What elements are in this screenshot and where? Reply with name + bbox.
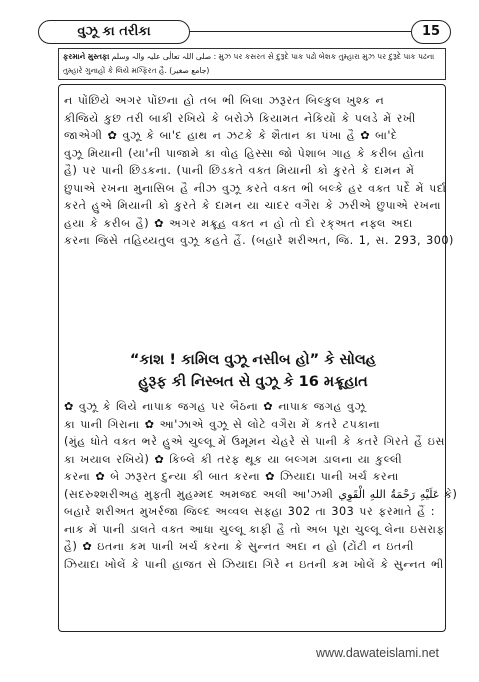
text-line: કા ખયાલ રખિયે) ✿ કિબ્લે કી તરફ થૂક યા બલ્ગમ ડાલના યા કુલ્લી (64, 452, 403, 466)
text-line: ✿ વુઝૂ કે લિયે નાપાક જગહ પર બૈઠના ✿ નાપાક જગહ વુઝૂ (64, 400, 366, 413)
text-line: ઝિયાદા ખોલેં કે પાની હાજત સે ઝિયાદા ગિરે ન ઇતની કમ ખોલેં કે સુન્નત ભી (64, 557, 444, 571)
notice-arabic-1: صلی اللہ تعالٰی علیہ والہ وسلم (111, 52, 212, 61)
paragraph-1 (64, 92, 454, 250)
section-heading-line-2: હુરૂફ કી નિસ્બત સે વુઝૂ કે 16 મક્રૂહાત (138, 374, 368, 390)
hadith-notice-box (58, 48, 446, 80)
notice-arabic-2: (جامع صغیر) (169, 66, 210, 75)
text-line: નાક મેં પાની ડાલતે વક્ત આધા ચુલ્લૂ કાફી હૈ તો અબ પૂરા ચુલ્લૂ લેના ઇસરાફ (64, 522, 445, 536)
notice-line-2 (63, 64, 441, 78)
header-rule (190, 31, 411, 32)
text-line: કીજિયે કુછ તરી બાકી રખિયે કે બરોઝે કિયામત નેકિયોં કે પલડે મેં રખી (64, 111, 416, 125)
text-line: કરના જિસે તહિય્યતુલ વુઝૂ કહતે હૈં. (બહારે શરીઅત, જિ. 1, સ. 293, 300) (64, 234, 454, 247)
text-line: હૈ) ✿ ઇતના કમ પાની ખર્ચ કરના કે સુન્નત અદા ન હો (ટોંટી ન ઇતની (64, 540, 414, 553)
text-line: છુપાએ રખના મુનાસિબ હૈ નીઝ વુઝૂ કરતે વક્ત ભી બલ્કે હર વક્ત પર્દે મેં પર્દા (64, 181, 447, 195)
text-line: કા પાની ગિરાના ✿ આ'ઝાએ વુઝૂ સે લોટે વગૈરા મેં કતરે ટપકાના (64, 417, 381, 431)
page-header (38, 20, 451, 44)
text-line: બહારે શરીઅત મુખર્રજા જિલ્દ અવ્વલ સફ્હા 302 તા 303 પર ફરમાતે હૈં : (64, 505, 436, 518)
section-heading-line-1: “કાશ ! કામિલ વુઝૂ નસીબ હો” કે સોલહ (129, 352, 377, 368)
text-line: હૈ) પર પાની છિડકના. (પાની છિડકતે વક્ત મિયાની કો કુરતે કે દામન મેં (64, 164, 415, 177)
notice-text-1: : મુઝ પર કસરત સે દુરૂદે પાક પઢો બેશક તુમ્હારા મુઝ પર દુરૂદે પાક પઢના (213, 52, 435, 61)
text-line: જાએગી ✿ વુઝૂ કે બા'દ હાથ ન ઝટકે કે શૈતાન કા પંખા હૈ ✿ બા'દે (64, 129, 398, 142)
text-line: હયા કે કરીબ હૈ) ✿ અગર મક્રૂહ વક્ત ન હો તો દો રક્અત નફ્લ અદા (64, 216, 413, 230)
page-number: 15 (411, 20, 451, 44)
text-line: ન પોંછિયે અગર પોંછના હો તબ ભી બિલા ઝરૂરત બિલ્કુલ ખુશ્ક ન (64, 94, 385, 107)
text-line: વુઝૂ મિયાની (યા'ની પાજામે કા વોહ હિસ્સા જો પેશાબ ગાહ કે કરીબ હોતા (64, 146, 425, 160)
notice-text-2: તુમ્હારે ગુનાહોં કે લિયે મગ્ફિરત હૈ. (63, 66, 167, 75)
text-line: કરતે હુએ મિયાની કો કુરતે કે દામન યા ચાદર વગૈરા કે ઝરીએ છુપાએ રખના (64, 199, 442, 212)
notice-line-1 (63, 50, 441, 64)
website-link[interactable]: www.dawateislami.net (316, 646, 439, 660)
chapter-title: વુઝૂ કા તરીકા (38, 20, 190, 44)
paragraph-2 (64, 398, 458, 573)
notice-label: ફરમાને મુસ્તફા (63, 52, 110, 61)
text-line: કરના ✿ બે ઝરૂરત દુન્યા કી બાત કરના ✿ ઝિયાદા પાની ખર્ચ કરના (64, 470, 399, 483)
text-line: (સદરુશ્શરીઅહ મુફ્તી મુહમ્મદ અમજદ અલી આ'ઝમી عَلَيْهِ رَحْمَةُ اللهِ الْقَوِي કે) (64, 487, 458, 501)
text-line: (મુંહ ધોતે વક્ત ભરે હુએ ચુલ્લૂ મેં ઉમૂમન ચેહરે સે પાની કે કતરે ગિરતે હૈં ઇસ (64, 435, 446, 448)
